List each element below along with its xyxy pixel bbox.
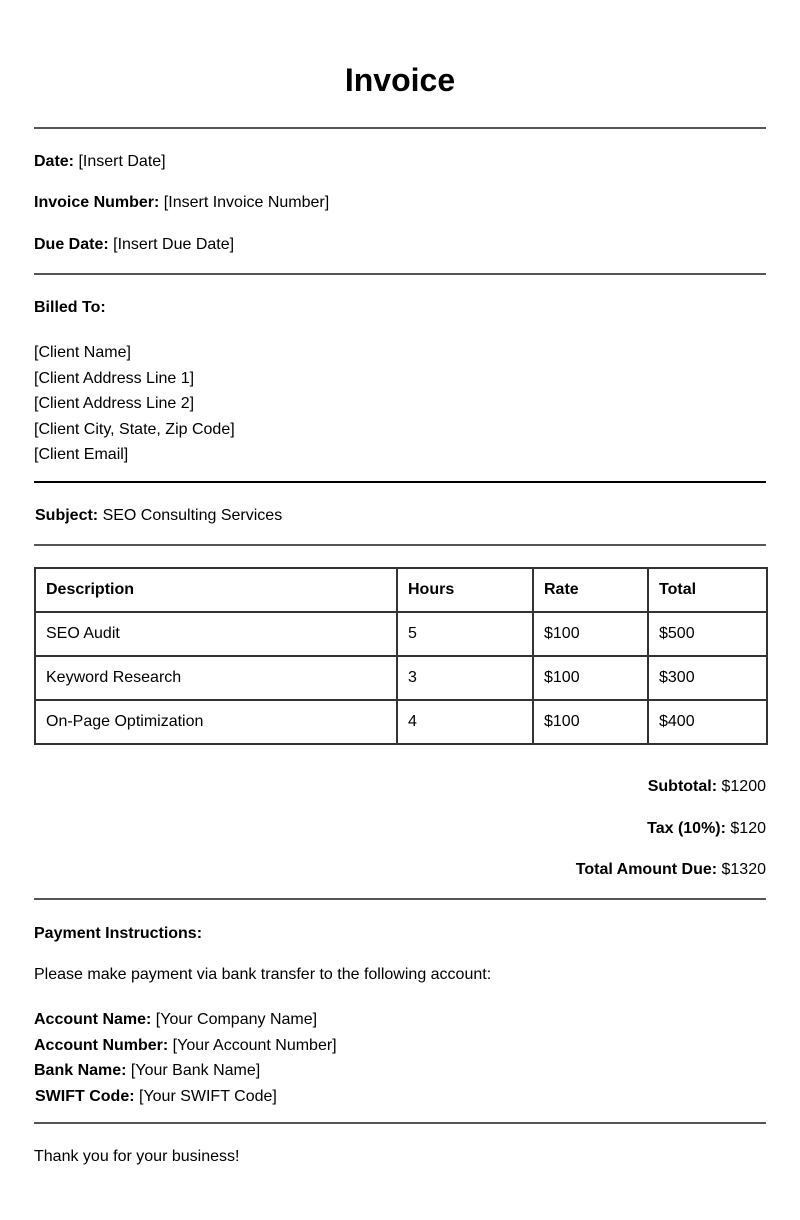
subtotal-label: Subtotal:: [647, 778, 718, 795]
billed-to-address: [34, 340, 235, 468]
subject-line: [35, 506, 282, 526]
divider: [34, 481, 766, 483]
swift-code-value: [Your SWIFT Code]: [134, 1087, 277, 1105]
date-line: [34, 152, 166, 172]
due-date-label: Due Date:: [34, 236, 109, 253]
cell-total: $500: [648, 612, 767, 656]
column-header-total: Total: [648, 568, 767, 612]
invoice-number-line: [34, 193, 329, 213]
cell-hours: 4: [397, 700, 533, 744]
total-due-value: $1320: [717, 861, 766, 878]
cell-description: SEO Audit: [35, 612, 397, 656]
swift-code-line: [35, 1084, 337, 1110]
client-address-line-1: [Client Address Line 1]: [34, 369, 195, 387]
cell-rate: $100: [533, 612, 648, 656]
bank-name-line: [34, 1058, 337, 1084]
invoice-number-value: [Insert Invoice Number]: [159, 194, 330, 211]
cell-rate: $100: [533, 700, 648, 744]
tax-value: $120: [725, 820, 766, 837]
client-city-state-zip: [Client City, State, Zip Code]: [34, 420, 235, 438]
subject-value: SEO Consulting Services: [98, 507, 283, 524]
account-name-label: Account Name:: [34, 1011, 152, 1028]
divider: [34, 127, 766, 129]
account-number-label: Account Number:: [34, 1036, 169, 1054]
tax-label: Tax (10%):: [647, 820, 726, 837]
subtotal-value: $1200: [717, 778, 766, 795]
client-address-line-2: [Client Address Line 2]: [34, 395, 195, 412]
cell-hours: 5: [397, 612, 533, 656]
account-name-line: [34, 1007, 337, 1033]
cell-total: $300: [648, 656, 767, 700]
subject-label: Subject:: [35, 507, 99, 524]
account-number-line: [34, 1033, 337, 1059]
column-header-hours: Hours: [397, 568, 533, 612]
payment-intro: Please make payment via bank transfer to the following account:: [34, 966, 492, 983]
table-row: [35, 700, 767, 744]
bank-name-value: [Your Bank Name]: [126, 1062, 261, 1079]
cell-description: On-Page Optimization: [35, 700, 397, 744]
account-name-value: [Your Company Name]: [151, 1011, 318, 1028]
divider: [34, 273, 766, 275]
column-header-rate: Rate: [533, 568, 648, 612]
client-email: [Client Email]: [34, 446, 129, 463]
bank-details: [34, 1007, 337, 1109]
table-row: [35, 656, 767, 700]
account-number-value: [Your Account Number]: [168, 1036, 337, 1054]
cell-total: $400: [648, 700, 767, 744]
total-due-label: Total Amount Due:: [575, 861, 718, 878]
swift-code-label: SWIFT Code:: [35, 1087, 135, 1105]
invoice-title: Invoice: [344, 62, 456, 98]
column-header-description: Description: [35, 568, 397, 612]
due-date-line: [34, 235, 234, 255]
payment-heading: Payment Instructions:: [34, 925, 203, 942]
divider: [34, 898, 766, 900]
cell-rate: $100: [533, 656, 648, 700]
subtotal-line: [648, 777, 766, 797]
table-row: [35, 612, 767, 656]
date-value: [Insert Date]: [74, 153, 166, 170]
cell-description: Keyword Research: [35, 656, 397, 700]
date-label: Date:: [34, 153, 75, 170]
total-due-line: [576, 860, 766, 880]
cell-hours: 3: [397, 656, 533, 700]
tax-line: [647, 819, 766, 839]
divider: [34, 544, 766, 546]
divider: [34, 1122, 766, 1124]
client-name: [Client Name]: [34, 344, 131, 361]
invoice-number-label: Invoice Number:: [34, 194, 160, 211]
bank-name-label: Bank Name:: [34, 1062, 127, 1079]
table-header-row: [35, 568, 767, 612]
line-items-table: [34, 567, 768, 745]
billed-to-heading: Billed To:: [34, 299, 106, 316]
thank-you-note: Thank you for your business!: [34, 1148, 240, 1165]
due-date-value: [Insert Due Date]: [108, 236, 235, 253]
